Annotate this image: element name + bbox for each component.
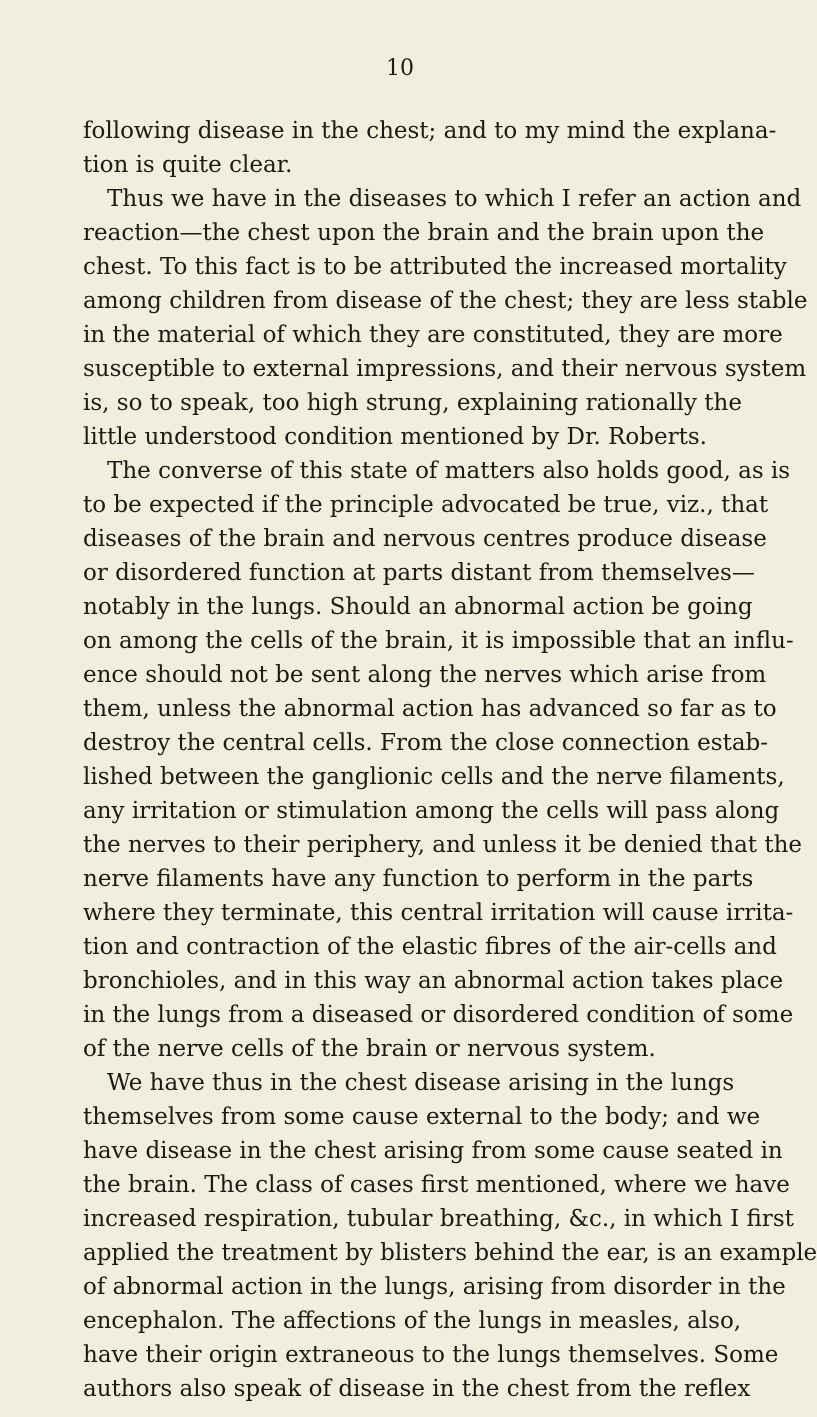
text-line: of the nerve cells of the brain or nervous system.: [83, 1036, 656, 1062]
text-line: in the lungs from a diseased or disordered condition of some: [83, 1002, 794, 1028]
text-line: diseases of the brain and nervous centres produce disease: [83, 526, 767, 552]
text-line: is, so to speak, too high strung, explaining rationally the: [83, 390, 742, 416]
text-line: on among the cells of the brain, it is impossible that an influ-: [83, 628, 794, 654]
text-line: in the material of which they are constituted, they are more: [83, 322, 783, 348]
text-line: notably in the lungs. Should an abnormal action be going: [83, 594, 753, 620]
text-line: The converse of this state of matters also holds good, as is: [107, 458, 791, 484]
text-line: applied the treatment by blisters behind the ear, is an example: [83, 1240, 817, 1266]
text-line: encephalon. The affections of the lungs in measles, also,: [83, 1308, 742, 1334]
text-line: the brain. The class of cases first mentioned, where we have: [83, 1172, 790, 1198]
text-line: or disordered function at parts distant from themselves—: [83, 560, 755, 586]
text-line: them, unless the abnormal action has advanced so far as to: [83, 696, 777, 722]
text-line: tion and contraction of the elastic fibres of the air-cells and: [83, 934, 777, 960]
text-line: bronchioles, and in this way an abnormal action takes place: [83, 968, 784, 994]
text-line: authors also speak of disease in the chest from the reflex: [83, 1376, 751, 1402]
text-line: increased respiration, tubular breathing, &c., in which I first: [83, 1206, 794, 1232]
text-line: Thus we have in the diseases to which I refer an action and: [107, 186, 802, 212]
text-line: among children from disease of the chest; they are less stable: [83, 288, 808, 314]
text-line: any irritation or stimulation among the cells will pass along: [83, 798, 780, 824]
text-line: reaction—the chest upon the brain and the brain upon the: [83, 220, 765, 246]
text-line: have their origin extraneous to the lungs themselves. Some: [83, 1342, 779, 1368]
text-line: chest. To this fact is to be attributed the increased mortality: [83, 254, 787, 280]
text-line: following disease in the chest; and to my mind the explana-: [83, 118, 777, 144]
text-line: ence should not be sent along the nerves which arise from: [83, 662, 767, 688]
text-line: have disease in the chest arising from some cause seated in: [83, 1138, 783, 1164]
text-line: themselves from some cause external to the body; and we: [83, 1104, 761, 1130]
text-line: the nerves to their periphery, and unless it be denied that the: [83, 832, 802, 858]
page-number: 10: [386, 56, 414, 81]
text-line: destroy the central cells. From the close connection estab-: [83, 730, 769, 756]
text-line: where they terminate, this central irritation will cause irrita-: [83, 900, 794, 926]
text-line: of abnormal action in the lungs, arising from disorder in the: [83, 1274, 786, 1300]
text-line: little understood condition mentioned by Dr. Roberts.: [83, 424, 707, 450]
text-line: to be expected if the principle advocated be true, viz., that: [83, 492, 769, 518]
text-line: tion is quite clear.: [83, 152, 293, 178]
text-line: We have thus in the chest disease arising in the lungs: [107, 1070, 735, 1096]
text-line: lished between the ganglionic cells and the nerve filaments,: [83, 764, 785, 790]
text-line: nerve filaments have any function to perform in the parts: [83, 866, 754, 892]
text-line: susceptible to external impressions, and their nervous system: [83, 356, 807, 382]
